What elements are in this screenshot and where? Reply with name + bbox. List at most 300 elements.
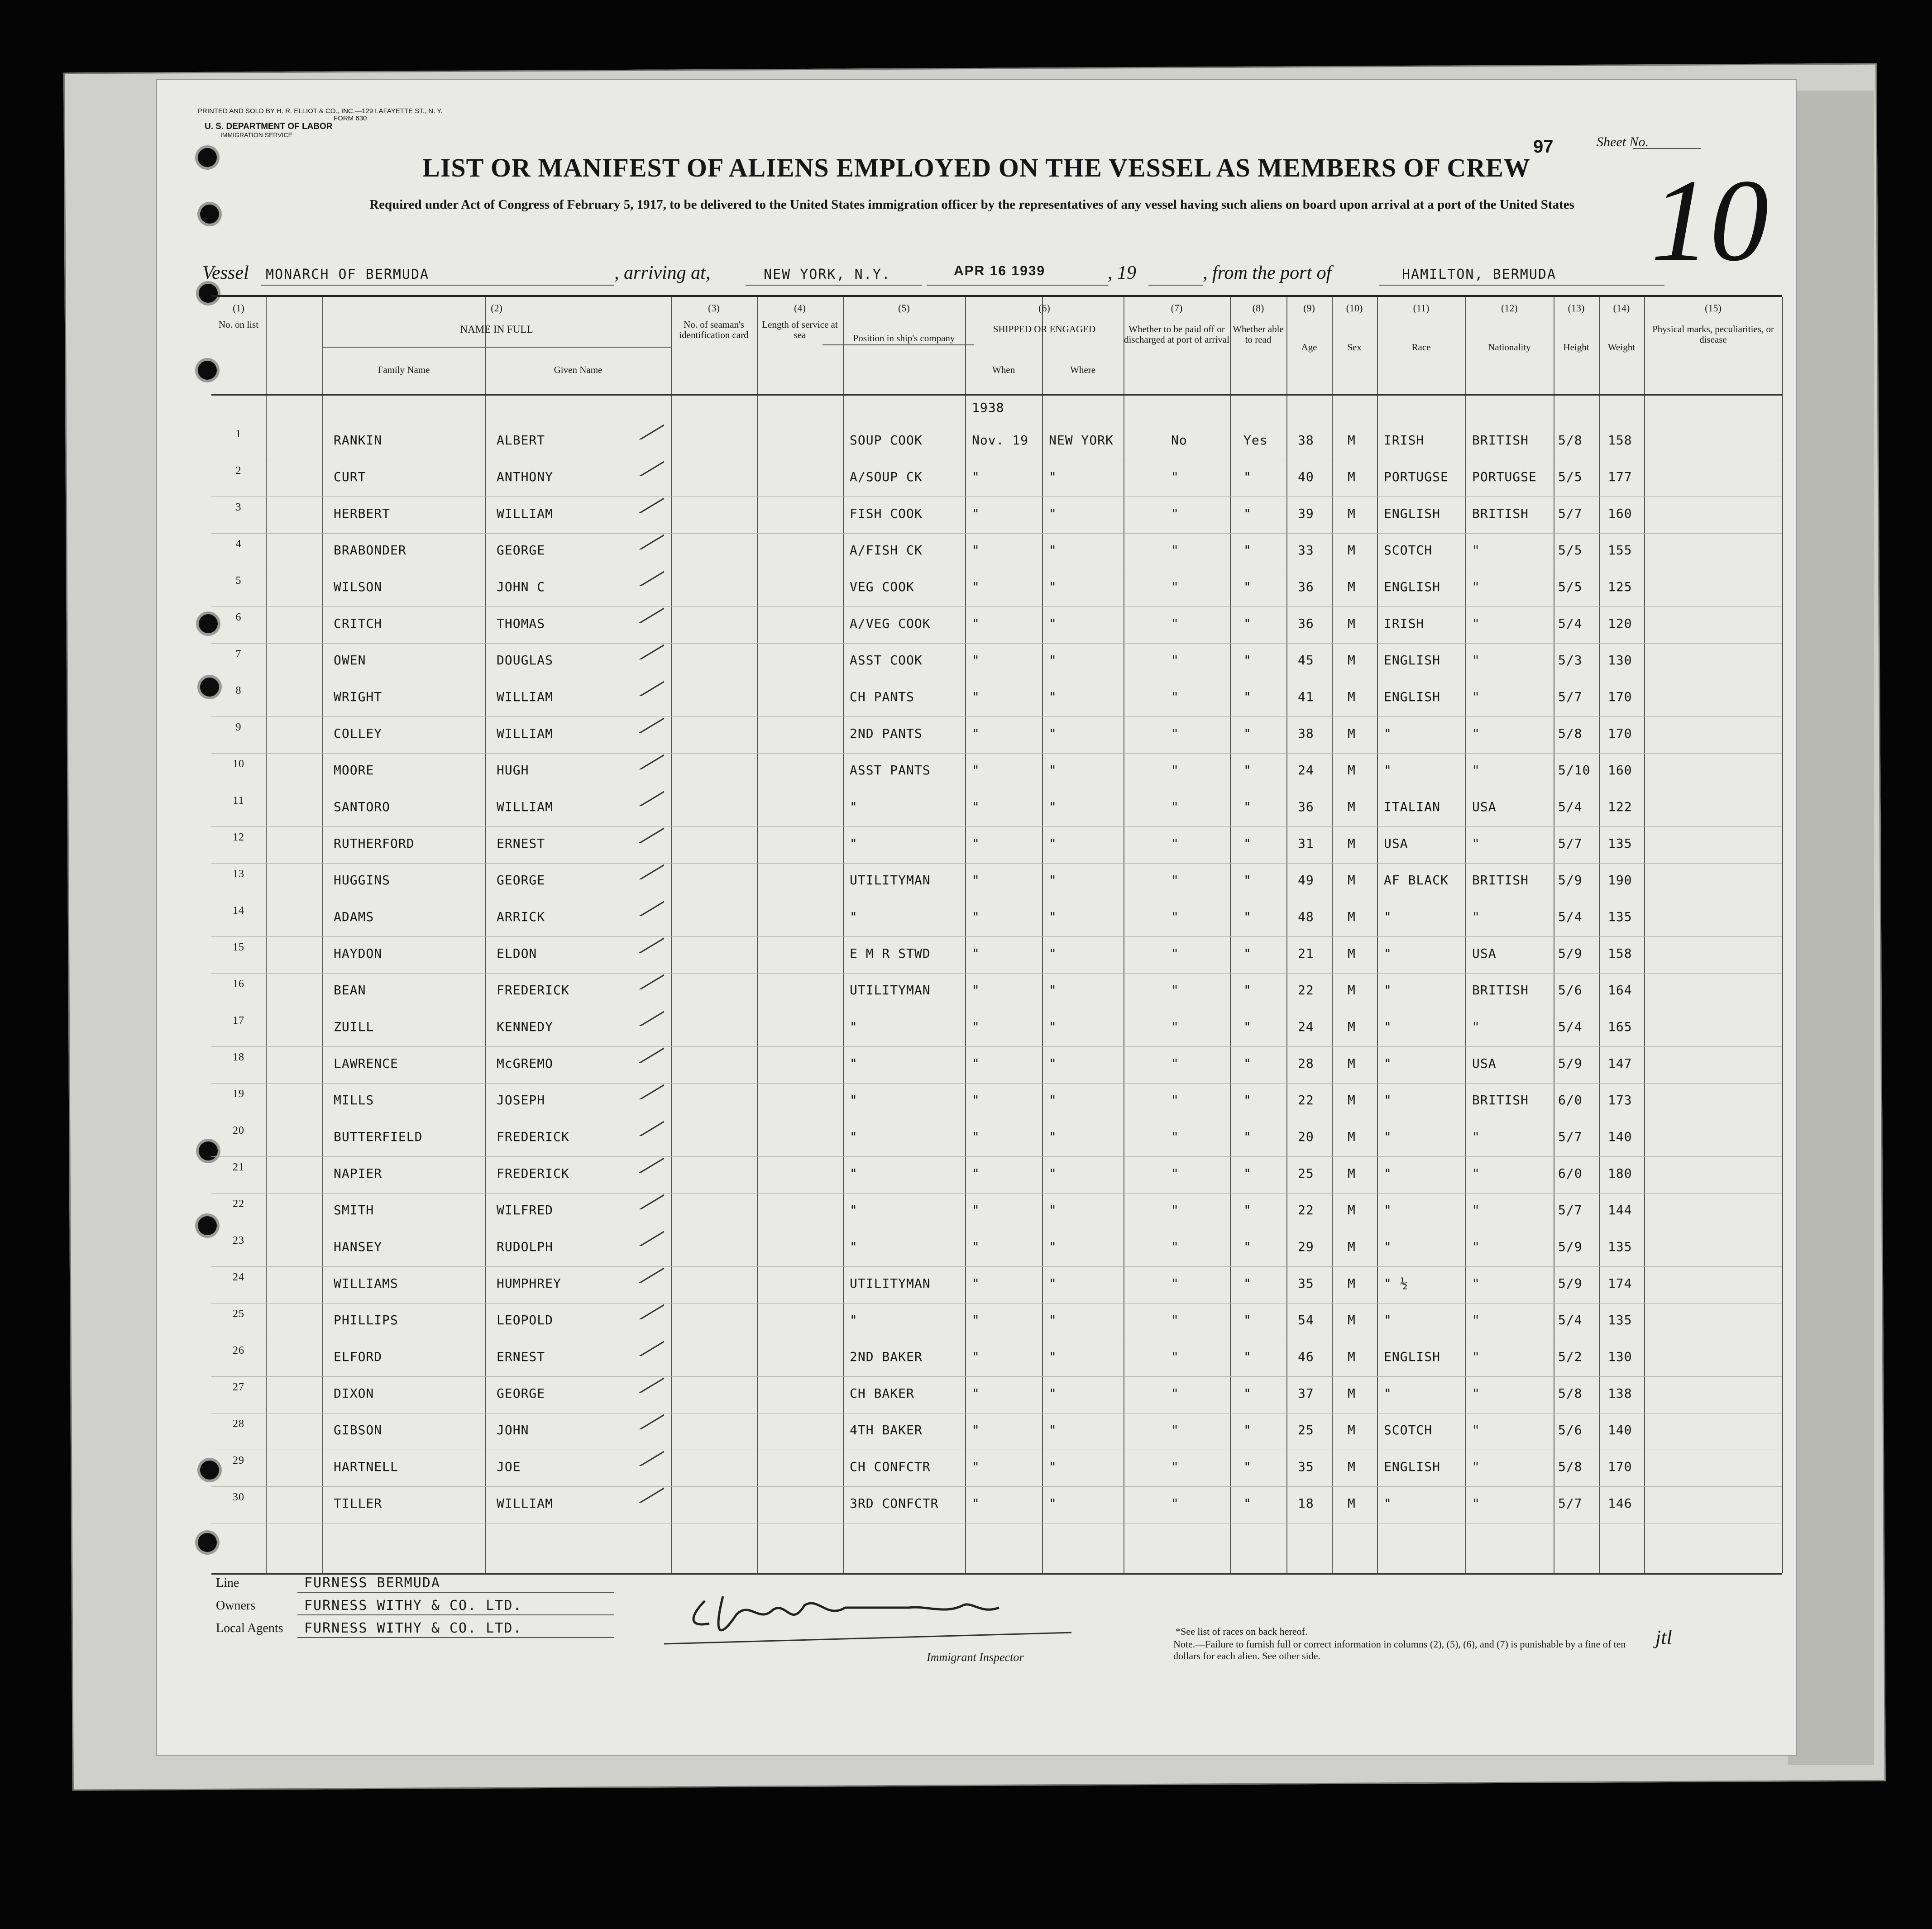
race: USA [1384, 836, 1408, 851]
nationality: " [1472, 1019, 1480, 1034]
weight: 120 [1608, 616, 1632, 631]
paid-off: " [1171, 506, 1179, 521]
col-num-9: (9) [1303, 302, 1315, 314]
nationality: BRITISH [1472, 873, 1529, 888]
weight: 144 [1608, 1203, 1632, 1218]
nationality: " [1472, 1459, 1480, 1474]
able-to-read: " [1243, 983, 1252, 998]
height: 5/7 [1558, 1129, 1583, 1144]
row-rule [211, 863, 1782, 864]
sex: M [1348, 1459, 1356, 1474]
given-name: WILLIAM [497, 1496, 554, 1511]
family-name: BEAN [334, 983, 366, 998]
checkmark-icon [621, 788, 664, 806]
row-number: 17 [233, 1015, 244, 1027]
weight: 170 [1608, 1459, 1632, 1474]
paid-off: " [1171, 579, 1179, 594]
family-name: TILLER [334, 1496, 383, 1511]
family-name: OWEN [334, 653, 366, 668]
column-rule [965, 297, 966, 1573]
family-name: DIXON [334, 1386, 374, 1401]
sex: M [1348, 1093, 1356, 1108]
race: " [1384, 1239, 1392, 1254]
race: " [1384, 909, 1392, 924]
engaged-when: " [972, 1496, 980, 1511]
from-port-underline [1379, 285, 1664, 286]
family-name: SMITH [334, 1203, 374, 1218]
weight: 174 [1608, 1276, 1632, 1291]
height: 5/7 [1558, 1203, 1583, 1218]
sex: M [1348, 909, 1356, 924]
able-to-read: " [1243, 469, 1252, 484]
race: " [1384, 1019, 1392, 1034]
stacked-pages-edge [1788, 91, 1874, 1765]
row-rule [211, 1156, 1782, 1157]
paid-off: " [1171, 1496, 1179, 1511]
weight: 164 [1608, 983, 1632, 998]
paid-off: " [1171, 1239, 1179, 1254]
race: " [1384, 1386, 1392, 1401]
column-rule [1465, 297, 1466, 1573]
engaged-when: Nov. 19 [972, 433, 1029, 448]
race: AF BLACK [1384, 873, 1449, 888]
weight: 135 [1608, 1239, 1632, 1254]
age: 45 [1298, 653, 1314, 668]
paid-off: " [1171, 836, 1179, 851]
row-number: 29 [233, 1455, 244, 1466]
age: 40 [1298, 469, 1314, 484]
age: 38 [1298, 433, 1314, 448]
header-height: Height [1563, 342, 1589, 353]
col-num-1: (1) [233, 302, 244, 314]
nationality: " [1472, 1496, 1480, 1511]
family-name: PHILLIPS [334, 1313, 398, 1327]
ship-position: A/SOUP CK [850, 469, 923, 484]
row-rule [211, 1486, 1782, 1487]
nationality: " [1472, 726, 1480, 741]
engaged-where: " [1049, 726, 1057, 741]
vessel-underline [261, 285, 614, 286]
row-number: 10 [233, 758, 244, 770]
engaged-when: " [972, 653, 980, 668]
given-name: WILLIAM [497, 689, 554, 704]
sheet-no-label: Sheet No. [1597, 134, 1649, 149]
ship-position: " [850, 1056, 858, 1071]
height: 5/5 [1558, 579, 1583, 594]
weight: 122 [1608, 799, 1632, 814]
paid-off: " [1171, 1166, 1179, 1181]
paid-off: " [1171, 1459, 1179, 1474]
ship-position: " [850, 1129, 858, 1144]
engaged-when: " [972, 1276, 980, 1291]
race: " [1384, 1496, 1392, 1511]
family-name: HANSEY [334, 1239, 383, 1254]
arriving-label: , arriving at, [614, 263, 711, 283]
age: 35 [1298, 1276, 1314, 1291]
family-name: BRABONDER [334, 543, 406, 558]
height: 5/5 [1558, 543, 1583, 558]
row-number: 19 [233, 1088, 244, 1100]
able-to-read: " [1243, 1203, 1252, 1218]
local-agents-value: FURNESS WITHY & CO. LTD. [304, 1620, 522, 1636]
paid-off: No [1171, 433, 1187, 448]
weight: 158 [1608, 946, 1632, 961]
nationality: " [1472, 836, 1480, 851]
ship-position: UTILITYMAN [850, 983, 931, 998]
engaged-where: " [1049, 653, 1057, 668]
weight: 190 [1608, 873, 1632, 888]
col-num-7: (7) [1171, 302, 1183, 314]
paid-off: " [1171, 726, 1179, 741]
row-number: 4 [235, 538, 242, 550]
ship-position: CH CONFCTR [850, 1459, 931, 1474]
height: 5/4 [1558, 909, 1583, 924]
nationality: " [1472, 653, 1480, 668]
engaged-where: " [1049, 689, 1057, 704]
height: 5/9 [1558, 946, 1583, 961]
nationality: " [1472, 1313, 1480, 1327]
col-num-15: (15) [1705, 302, 1722, 314]
row-number: 6 [235, 611, 242, 623]
checkmark-icon [621, 1411, 664, 1429]
row-number: 13 [233, 868, 244, 880]
able-to-read: " [1243, 1386, 1252, 1401]
sex: M [1348, 1349, 1356, 1364]
sex: M [1348, 946, 1356, 961]
height: 5/7 [1558, 1496, 1583, 1511]
row-number: 11 [233, 795, 244, 807]
able-to-read: " [1243, 726, 1252, 741]
race: " [1384, 983, 1392, 998]
engaged-where: " [1049, 1166, 1057, 1181]
height: 5/4 [1558, 1313, 1583, 1327]
height: 5/2 [1558, 1349, 1583, 1364]
family-name: ADAMS [334, 909, 374, 924]
age: 33 [1298, 543, 1314, 558]
engaged-when: " [972, 726, 980, 741]
height: 5/7 [1558, 836, 1583, 851]
age: 18 [1298, 1496, 1314, 1511]
engaged-where: " [1049, 579, 1057, 594]
page-title: LIST OR MANIFEST OF ALIENS EMPLOYED ON THE VESSEL AS MEMBERS OF CREW [422, 153, 1530, 182]
sex: M [1348, 1056, 1356, 1071]
age: 39 [1298, 506, 1314, 521]
row-number: 1 [235, 428, 242, 440]
manifest-sheet [156, 79, 1797, 1756]
given-name: ERNEST [497, 836, 545, 851]
race: ENGLISH [1384, 579, 1441, 594]
age: 36 [1298, 799, 1314, 814]
sex: M [1348, 469, 1356, 484]
height: 5/8 [1558, 433, 1583, 448]
age: 31 [1298, 836, 1314, 851]
weight: 158 [1608, 433, 1632, 448]
nationality: BRITISH [1472, 983, 1529, 998]
age: 28 [1298, 1056, 1314, 1071]
binder-hole [200, 205, 219, 224]
ship-position: A/VEG COOK [850, 616, 931, 631]
column-rule [671, 297, 672, 1573]
age: 22 [1298, 983, 1314, 998]
row-rule [211, 533, 1782, 534]
family-name: SANTORO [334, 799, 391, 814]
ship-position: " [850, 1019, 858, 1034]
nationality: " [1472, 543, 1480, 558]
race: SCOTCH [1384, 1423, 1433, 1437]
printer-imprint: PRINTED AND SOLD BY H. R. ELLIOT & CO., INC.—129 LAFAYETTE ST., N. Y. [198, 107, 443, 115]
header-sex: Sex [1347, 342, 1362, 353]
ship-position: CH PANTS [850, 689, 914, 704]
given-name: RUDOLPH [497, 1239, 554, 1254]
engaged-when: " [972, 799, 980, 814]
race: " [1384, 1313, 1392, 1327]
paid-off: " [1171, 543, 1179, 558]
agents-underline [297, 1637, 614, 1638]
checkmark-icon [621, 568, 664, 586]
row-number: 21 [233, 1161, 244, 1173]
engaged-where: " [1049, 799, 1057, 814]
race: " [1384, 1129, 1392, 1144]
sex: M [1348, 836, 1356, 851]
nationality: " [1472, 689, 1480, 704]
header-weight: Weight [1607, 342, 1636, 353]
checkmark-icon [621, 1448, 664, 1466]
row-number: 14 [233, 905, 244, 917]
vessel-label: Vessel [202, 263, 249, 283]
given-name: WILLIAM [497, 726, 554, 741]
checkmark-icon [621, 421, 664, 439]
nationality: " [1472, 1203, 1480, 1218]
engaged-when: " [972, 1093, 980, 1108]
column-rule [1332, 297, 1333, 1573]
family-name: COLLEY [334, 726, 383, 741]
engaged-when: " [972, 763, 980, 778]
weight: 140 [1608, 1129, 1632, 1144]
nationality: " [1472, 1166, 1480, 1181]
nationality: BRITISH [1472, 506, 1529, 521]
age: 41 [1298, 689, 1314, 704]
sex: M [1348, 1166, 1356, 1181]
able-to-read: " [1243, 1313, 1252, 1327]
ship-position: " [850, 836, 858, 851]
given-name: ANTHONY [497, 469, 554, 484]
row-rule [211, 1193, 1782, 1194]
weight: 160 [1608, 763, 1632, 778]
nationality: " [1472, 1386, 1480, 1401]
family-name: WILSON [334, 579, 383, 594]
race: ENGLISH [1384, 1349, 1441, 1364]
engaged-where: " [1049, 506, 1057, 521]
engaged-where: " [1049, 1496, 1057, 1511]
arrival-port: NEW YORK, N.Y. [764, 267, 891, 282]
engaged-where: " [1049, 1019, 1057, 1034]
age: 25 [1298, 1166, 1314, 1181]
handwritten-initials: jtl [1655, 1626, 1672, 1648]
engaged-where: " [1049, 946, 1057, 961]
weight: 135 [1608, 909, 1632, 924]
ship-position: 2ND BAKER [850, 1349, 923, 1364]
engaged-when: " [972, 689, 980, 704]
engaged-when: " [972, 579, 980, 594]
engaged-where: " [1049, 1276, 1057, 1291]
line-underline [297, 1592, 614, 1593]
checkmark-icon [621, 641, 664, 659]
nationality: USA [1472, 1056, 1497, 1071]
engaged-where: " [1049, 1459, 1057, 1474]
height: 5/7 [1558, 689, 1583, 704]
sex: M [1348, 983, 1356, 998]
inspector-signature [655, 1587, 1108, 1655]
row-number: 27 [233, 1381, 244, 1393]
row-number: 8 [235, 685, 242, 697]
header-race: Race [1411, 342, 1431, 353]
height: 6/0 [1558, 1166, 1583, 1181]
engaged-when: " [972, 1129, 980, 1144]
engaged-where: " [1049, 1349, 1057, 1364]
nationality: USA [1472, 799, 1497, 814]
row-number: 25 [233, 1308, 244, 1320]
sex: M [1348, 1203, 1356, 1218]
engaged-when: " [972, 1166, 980, 1181]
checkmark-icon [621, 1338, 664, 1356]
height: 5/10 [1558, 763, 1591, 778]
given-name: FREDERICK [497, 983, 569, 998]
able-to-read: " [1243, 799, 1252, 814]
able-to-read: " [1243, 1239, 1252, 1254]
page-subtitle: Required under Act of Congress of February 5, 1917, to be delivered to the United States immigration officer by the representatives of any vessel having such aliens on board upon arrival at a port of the United States [369, 197, 1574, 212]
row-number: 23 [233, 1235, 244, 1246]
race-note: *See list of races on back hereof. [1176, 1626, 1308, 1637]
race: " [1384, 946, 1392, 961]
line-value: FURNESS BERMUDA [304, 1575, 440, 1591]
family-name: LAWRENCE [334, 1056, 398, 1071]
engaged-where: " [1049, 909, 1057, 924]
able-to-read: " [1243, 1019, 1252, 1034]
race: " [1384, 763, 1392, 778]
ship-position: " [850, 799, 858, 814]
ship-position: ASST COOK [850, 653, 923, 668]
weight: 170 [1608, 689, 1632, 704]
row-rule [211, 936, 1782, 937]
header-no-on-list: No. on list [218, 319, 259, 330]
handwritten-sheet-number: 10 [1651, 155, 1769, 286]
height: 5/9 [1558, 1239, 1583, 1254]
given-name: ERNEST [497, 1349, 545, 1364]
age: 38 [1298, 726, 1314, 741]
engaged-when: " [972, 1459, 980, 1474]
row-number: 9 [235, 721, 242, 733]
column-rule [1782, 297, 1783, 1573]
row-rule [211, 1083, 1782, 1084]
paid-off: " [1171, 799, 1179, 814]
sex: M [1348, 1276, 1356, 1291]
weight: 135 [1608, 1313, 1632, 1327]
line-label: Line [216, 1576, 239, 1590]
col-num-8: (8) [1252, 302, 1264, 314]
age: 54 [1298, 1313, 1314, 1327]
height: 6/0 [1558, 1093, 1583, 1108]
age: 29 [1298, 1239, 1314, 1254]
given-name: WILLIAM [497, 799, 554, 814]
age: 35 [1298, 1459, 1314, 1474]
engaged-where: " [1049, 1129, 1057, 1144]
header-where: Where [1070, 364, 1095, 375]
ship-position: 3RD CONFCTR [850, 1496, 939, 1511]
arrival-underline [746, 285, 922, 286]
age: 48 [1298, 909, 1314, 924]
age: 22 [1298, 1203, 1314, 1218]
able-to-read: " [1243, 616, 1252, 631]
checkmark-icon [621, 751, 664, 769]
paid-off: " [1171, 1129, 1179, 1144]
family-name: NAPIER [334, 1166, 383, 1181]
engaged-when: " [972, 1239, 980, 1254]
family-name: WILLIAMS [334, 1276, 398, 1291]
engaged-when: " [972, 543, 980, 558]
given-name: GEORGE [497, 1386, 545, 1401]
given-name: KENNEDY [497, 1019, 554, 1034]
weight: 177 [1608, 469, 1632, 484]
nationality: BRITISH [1472, 433, 1529, 448]
ship-position: E M R STWD [850, 946, 931, 961]
family-name: GIBSON [334, 1423, 383, 1437]
row-rule [211, 1266, 1782, 1267]
age: 37 [1298, 1386, 1314, 1401]
weight: 170 [1608, 726, 1632, 741]
race: IRISH [1384, 433, 1425, 448]
sex: M [1348, 433, 1356, 448]
engaged-where: " [1049, 836, 1057, 851]
local-agents-label: Local Agents [216, 1621, 283, 1635]
row-rule [211, 753, 1782, 754]
age: 20 [1298, 1129, 1314, 1144]
checkmark-icon [621, 495, 664, 513]
family-name: BUTTERFIELD [334, 1129, 423, 1144]
race: ENGLISH [1384, 506, 1441, 521]
weight: 165 [1608, 1019, 1632, 1034]
ship-position: " [850, 909, 858, 924]
ship-position: 2ND PANTS [850, 726, 923, 741]
engaged-when: " [972, 873, 980, 888]
row-number: 20 [233, 1125, 244, 1136]
vessel-name: MONARCH OF BERMUDA [266, 267, 430, 282]
engaged-when: " [972, 1203, 980, 1218]
checkmark-icon [621, 715, 664, 733]
height: 5/4 [1558, 616, 1583, 631]
ship-position: " [850, 1093, 858, 1108]
paid-off: " [1171, 1093, 1179, 1108]
nationality: " [1472, 579, 1480, 594]
column-rule [1042, 297, 1043, 1573]
nationality: " [1472, 909, 1480, 924]
departure-port: HAMILTON, BERMUDA [1402, 267, 1557, 282]
paid-off: " [1171, 763, 1179, 778]
age: 24 [1298, 763, 1314, 778]
nationality: PORTUGSE [1472, 469, 1537, 484]
sex: M [1348, 579, 1356, 594]
row-number: 3 [235, 501, 242, 513]
paid-off: " [1171, 1203, 1179, 1218]
column-rule [757, 297, 758, 1573]
given-name: ARRICK [497, 909, 545, 924]
family-name: MOORE [334, 763, 374, 778]
column-rule [1230, 297, 1231, 1573]
checkmark-icon [621, 971, 664, 989]
paid-off: " [1171, 909, 1179, 924]
given-name: FREDERICK [497, 1129, 569, 1144]
row-rule [211, 716, 1782, 717]
family-name: HERBERT [334, 506, 391, 521]
